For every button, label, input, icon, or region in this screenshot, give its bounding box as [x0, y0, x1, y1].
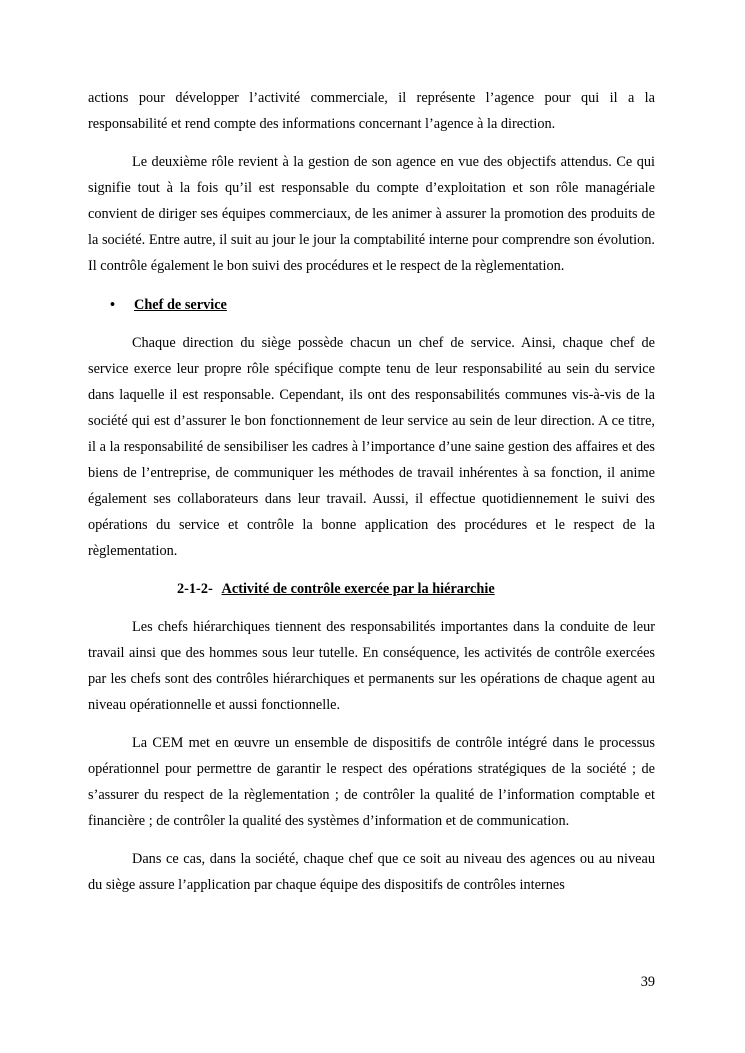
bullet-heading-text: Chef de service	[134, 297, 227, 313]
paragraph-chef-application: Dans ce cas, dans la société, chaque chef que ce soit au niveau des agences ou au niveau du siège assure l’application par chaque équipe des dispositifs de contrôles internes	[88, 851, 655, 893]
page-number: 39	[640, 974, 655, 990]
section-heading-title: Activité de contrôle exercée par la hiérarchie	[221, 581, 495, 597]
section-heading	[88, 576, 655, 602]
paragraph-cem-devices: La CEM met en œuvre un ensemble de dispositifs de contrôle intégré dans le processus opérationnel pour permettre de garantir le respect des opérations stratégiques de la société ; de s’assurer du respect de la règlementation ; de contrôler la qualité de l’information comptable et financière ; de contrôler la qualité des systèmes d’information et de communication.	[88, 735, 655, 829]
document-body	[88, 85, 655, 898]
bullet-icon: •	[110, 297, 116, 313]
section-heading-number: 2-1-2-	[177, 581, 213, 597]
paragraph-agency-responsibility: actions pour développer l’activité commerciale, il représente l’agence pour qui il a la responsabilité et rend compte des informations concernant l’agence à la direction.	[88, 90, 655, 132]
paragraph-chef-de-service: Chaque direction du siège possède chacun un chef de service. Ainsi, chaque chef de service exerce leur propre rôle spécifique compte tenu de leur responsabilité au sein du service dans laquelle il est responsable. Cependant, ils ont des responsabilités communes vis-à-vis de la société qui est d’assurer le bon fonctionnement de leur service au sein de leur direction. A ce titre, il a la responsabilité de sensibiliser les cadres à l’importance d’une saine gestion des affaires et des biens de l’entreprise, de communiquer les méthodes de travail inhérentes à sa fonction, il anime également ses collaborateurs dans leur travail. Aussi, il effectue quotidiennement le suivi des opérations du service et contrôle la bonne application des procédures et le respect de la règlementation.	[88, 335, 655, 559]
paragraph-hierarchical-controls: Les chefs hiérarchiques tiennent des responsabilités importantes dans la conduite de leur travail ainsi que des hommes sous leur tutelle. En conséquence, les activités de contrôle exercées par les chefs sont des contrôles hiérarchiques et permanents sur les opérations de chaque agent au niveau opérationnelle et aussi fonctionnelle.	[88, 619, 655, 713]
paragraph-agency-management: Le deuxième rôle revient à la gestion de son agence en vue des objectifs attendus. Ce qui signifie tout à la fois qu’il est responsable du compte d’exploitation et son rôle managériale convient de diriger ses équipes commerciaux, de les animer à assurer la promotion des produits de la société. Entre autre, il suit au jour le jour la comptabilité interne pour comprendre son évolution. Il contrôle également le bon suivi des procédures et le respect de la règlementation.	[88, 154, 655, 274]
bullet-heading-chef-de-service	[88, 292, 655, 318]
